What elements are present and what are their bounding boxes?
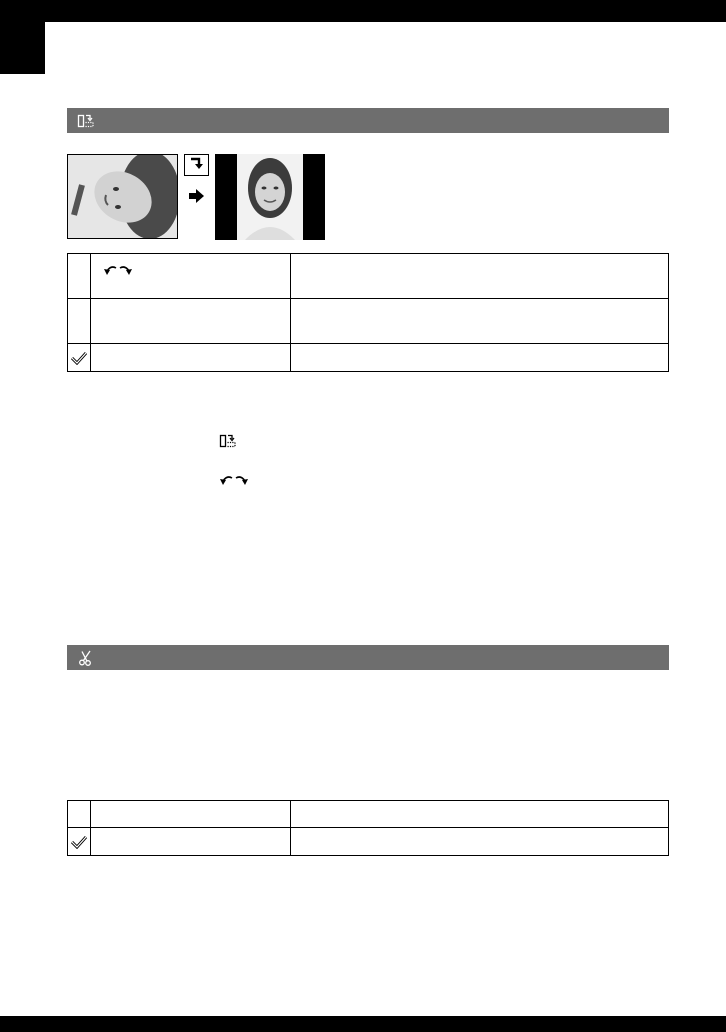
- rotate-arrows-icon: [219, 474, 249, 493]
- rotate-arrows-icon: [103, 267, 133, 281]
- checkmark-icon: [71, 351, 87, 365]
- description-cell: [291, 344, 669, 372]
- table-row: [68, 801, 669, 828]
- rotate-image-icon: [77, 112, 95, 130]
- description-cell: [291, 254, 669, 299]
- description-cell: [291, 801, 669, 828]
- option-cell: [91, 801, 291, 828]
- mark-cell: [68, 254, 91, 299]
- rotate-clockwise-icon: [189, 155, 205, 176]
- mark-cell: [68, 299, 91, 344]
- chapter-tab: [0, 22, 45, 74]
- option-cell: [91, 344, 291, 372]
- table-row: [68, 254, 669, 299]
- option-cell: [91, 254, 291, 299]
- checkmark-icon: [71, 835, 87, 849]
- mark-cell: [68, 801, 91, 828]
- mark-cell: [68, 828, 91, 856]
- rotate-section-header: [67, 108, 669, 133]
- photo-after-rotation: [215, 154, 325, 240]
- description-cell: [291, 299, 669, 344]
- scissors-icon: [77, 649, 95, 667]
- photo-before-rotation: [67, 154, 178, 239]
- option-cell: [91, 299, 291, 344]
- description-cell: [291, 828, 669, 856]
- table-row: [68, 344, 669, 372]
- option-cell: [91, 828, 291, 856]
- arrow-right-icon: [188, 188, 206, 204]
- table-row: [68, 299, 669, 344]
- rotate-options-table: [67, 253, 669, 372]
- trimming-options-table: [67, 800, 669, 856]
- bottom-black-bar: [0, 1016, 726, 1032]
- rotate-image-icon: [219, 432, 237, 455]
- table-row: [68, 828, 669, 856]
- mark-cell: [68, 344, 91, 372]
- top-black-bar: [0, 0, 726, 22]
- trimming-section-header: [67, 645, 669, 670]
- rotate-clockwise-button: [184, 154, 209, 176]
